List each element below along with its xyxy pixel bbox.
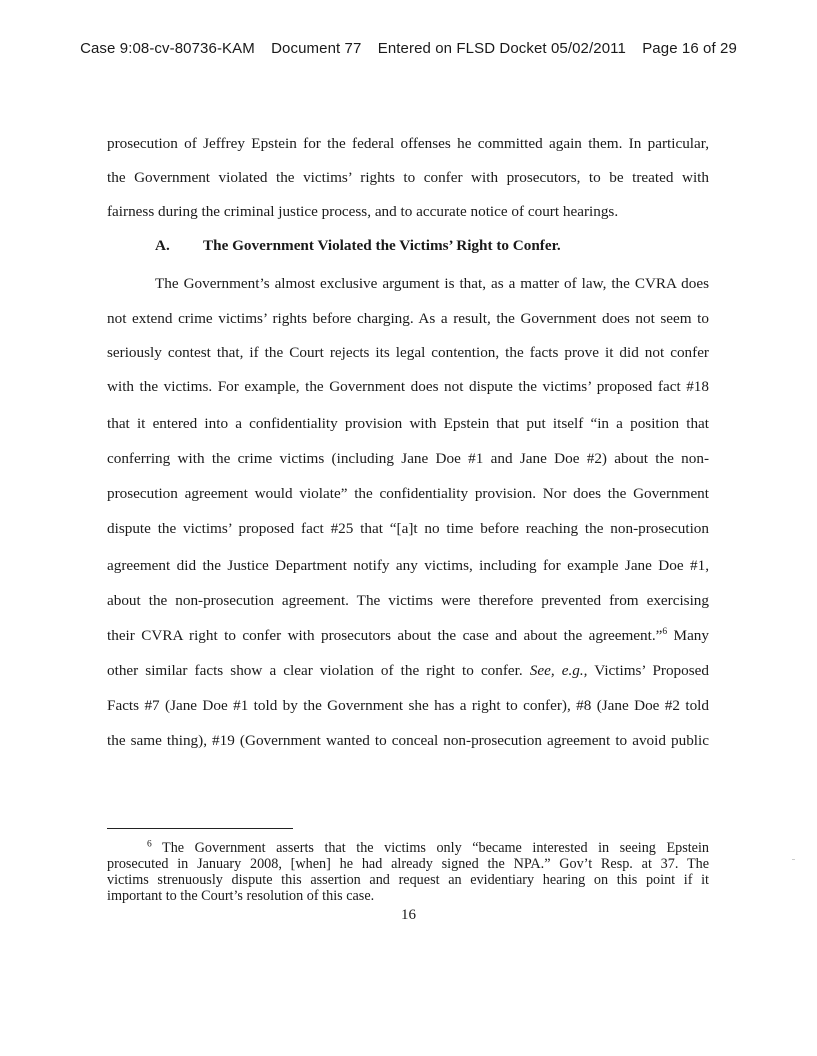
footnote-line: victims strenuously dispute this assertion and request an evidentiary hearing on this point if it [107,872,709,888]
paragraph2-line: prosecution agreement would violate” the confidentiality provision. Nor does the Government [107,485,709,502]
section-heading-letter: A. [155,237,170,254]
footnote-reference: 6 [662,626,668,637]
paragraph2-line: Facts #7 (Jane Doe #1 told by the Government she has a right to confer), #8 (Jane Doe #2 told [107,697,709,714]
page-count: Page 16 of 29 [642,40,737,57]
docket-header [0,40,817,57]
footnote-line: important to the Court’s resolution of this case. [107,888,375,904]
paragraph2-line: that it entered into a confidentiality provision with Epstein that put itself “in a position that [107,415,709,432]
paragraph1-line: the Government violated the victims’ rights to confer with prosecutors, to be treated with [107,169,709,186]
paragraph2-line: the same thing), #19 (Government wanted to conceal non-prosecution agreement to avoid public [107,732,709,749]
paragraph1-line: prosecution of Jeffrey Epstein for the federal offenses he committed again them. In particular, [107,135,709,152]
footnote-line: prosecuted in January 2008, [when] he had already signed the NPA.” Gov’t Resp. at 37. The [107,856,709,872]
paragraph2-line: with the victims. For example, the Government does not dispute the victims’ proposed fact #18 [107,378,709,395]
paragraph2-line: dispute the victims’ proposed fact #25 that “[a]t no time before reaching the non-prosecution [107,520,709,537]
document-number: Document 77 [271,40,362,57]
paragraph2-line: about the non-prosecution agreement. The victims were therefore prevented from exercising [107,592,709,609]
paragraph2-line: not extend crime victims’ rights before charging. As a result, the Government does not seem to [107,310,709,327]
case-number: Case 9:08-cv-80736-KAM [80,40,255,57]
footnote-line [107,840,709,856]
footnote [107,840,709,904]
section-heading [155,238,709,256]
footnote-divider [107,828,293,829]
paragraph2-line [107,663,709,681]
footnote-text: The Government asserts that the victims only “became interested in seeing Epstein [151,840,709,856]
paragraph2-line: agreement did the Justice Department notify any victims, including for example Jane Doe #1, [107,557,709,574]
paragraph2-text: Many [667,627,709,644]
paragraph2-line [107,628,709,646]
footnote-number: 6 [147,839,152,850]
page-number: 16 [401,907,416,923]
paragraph1-line: fairness during the criminal justice process, and to accurate notice of court hearings. [107,203,619,220]
paragraph2-text: other similar facts show a clear violation of the right to confer. [107,662,530,679]
paragraph2-line: seriously contest that, if the Court rejects its legal contention, the facts prove it did not confer [107,344,709,361]
citation-signal: See, e.g., [529,662,588,679]
paragraph2-line: conferring with the crime victims (including Jane Doe #1 and Jane Doe #2) about the non- [107,450,709,467]
scan-artifact [792,859,795,860]
paragraph2-line: The Government’s almost exclusive argument is that, as a matter of law, the CVRA does [155,275,709,292]
docket-entry-date: Entered on FLSD Docket 05/02/2011 [377,40,626,57]
paragraph2-text: their CVRA right to confer with prosecutors about the case and about the agreement.” [107,627,663,644]
section-heading-text: The Government Violated the Victims’ Right to Confer. [203,237,561,254]
paragraph2-text: Victims’ Proposed [587,662,709,679]
